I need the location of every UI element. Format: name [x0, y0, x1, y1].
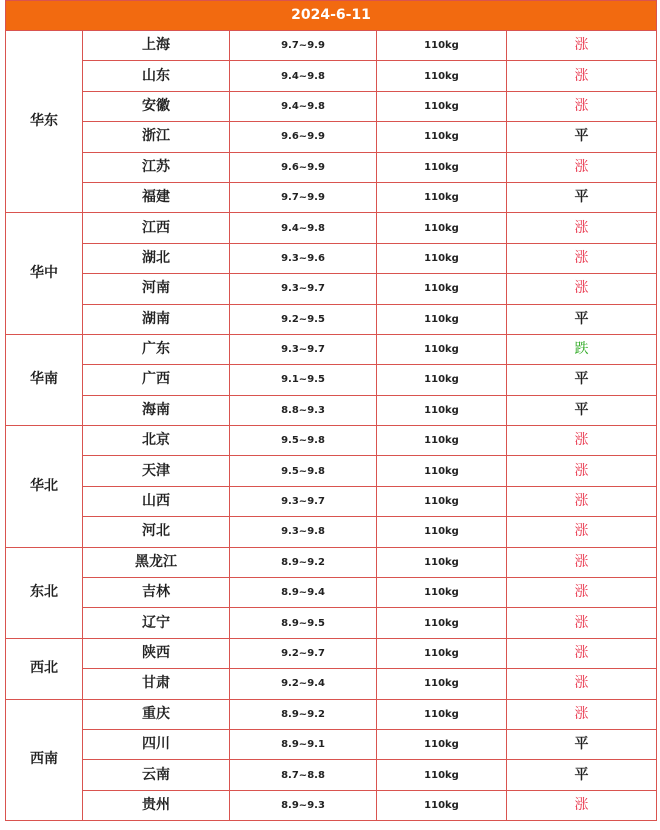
weight-cell: 110kg [377, 426, 507, 456]
price-range-cell: 9.3~9.7 [230, 274, 377, 304]
table-row [6, 517, 657, 547]
province-cell: 云南 [83, 760, 230, 790]
table-row [6, 395, 657, 425]
province-cell: 黑龙江 [83, 547, 230, 577]
province-cell: 福建 [83, 182, 230, 212]
region-cell: 东北 [6, 547, 83, 638]
table-row [6, 578, 657, 608]
province-cell: 辽宁 [83, 608, 230, 638]
province-cell: 安徽 [83, 91, 230, 121]
province-cell: 浙江 [83, 122, 230, 152]
weight-cell: 110kg [377, 243, 507, 273]
weight-cell: 110kg [377, 578, 507, 608]
province-cell: 天津 [83, 456, 230, 486]
trend-cell: 平 [507, 760, 657, 790]
table-body [6, 31, 657, 821]
weight-cell: 110kg [377, 547, 507, 577]
trend-cell: 涨 [507, 608, 657, 638]
weight-cell: 110kg [377, 31, 507, 61]
province-cell: 海南 [83, 395, 230, 425]
price-range-cell: 9.6~9.9 [230, 152, 377, 182]
weight-cell: 110kg [377, 91, 507, 121]
weight-cell: 110kg [377, 729, 507, 759]
weight-cell: 110kg [377, 699, 507, 729]
table-row [6, 182, 657, 212]
province-cell: 吉林 [83, 578, 230, 608]
weight-cell: 110kg [377, 517, 507, 547]
province-cell: 北京 [83, 426, 230, 456]
trend-cell: 涨 [507, 547, 657, 577]
trend-cell: 涨 [507, 669, 657, 699]
weight-cell: 110kg [377, 608, 507, 638]
price-range-cell: 8.9~9.5 [230, 608, 377, 638]
price-range-cell: 8.9~9.2 [230, 547, 377, 577]
table-row [6, 729, 657, 759]
trend-cell: 涨 [507, 91, 657, 121]
province-cell: 江西 [83, 213, 230, 243]
province-cell: 四川 [83, 729, 230, 759]
region-cell: 华东 [6, 31, 83, 213]
table-row [6, 456, 657, 486]
trend-cell: 平 [507, 122, 657, 152]
table-row [6, 699, 657, 729]
price-range-cell: 9.3~9.7 [230, 486, 377, 516]
price-range-cell: 9.3~9.7 [230, 334, 377, 364]
table-row [6, 61, 657, 91]
price-range-cell: 8.9~9.1 [230, 729, 377, 759]
region-cell: 华南 [6, 334, 83, 425]
price-range-cell: 8.8~9.3 [230, 395, 377, 425]
weight-cell: 110kg [377, 365, 507, 395]
table-row [6, 669, 657, 699]
table-row [6, 152, 657, 182]
price-range-cell: 9.4~9.8 [230, 61, 377, 91]
trend-cell: 涨 [507, 61, 657, 91]
province-cell: 甘肃 [83, 669, 230, 699]
table-row [6, 608, 657, 638]
trend-cell: 涨 [507, 243, 657, 273]
trend-cell: 涨 [507, 152, 657, 182]
table-row [6, 213, 657, 243]
price-range-cell: 9.1~9.5 [230, 365, 377, 395]
trend-cell: 涨 [507, 578, 657, 608]
weight-cell: 110kg [377, 122, 507, 152]
weight-cell: 110kg [377, 182, 507, 212]
price-range-cell: 8.9~9.4 [230, 578, 377, 608]
table-row [6, 304, 657, 334]
price-range-cell: 9.5~9.8 [230, 426, 377, 456]
trend-cell: 涨 [507, 790, 657, 820]
weight-cell: 110kg [377, 638, 507, 668]
weight-cell: 110kg [377, 486, 507, 516]
price-range-cell: 9.3~9.8 [230, 517, 377, 547]
date-header: 2024-6-11 [6, 1, 657, 31]
region-cell: 西南 [6, 699, 83, 821]
province-cell: 河南 [83, 274, 230, 304]
table-row [6, 122, 657, 152]
price-range-cell: 9.4~9.8 [230, 91, 377, 121]
header-row [6, 1, 657, 31]
table-row [6, 547, 657, 577]
price-range-cell: 8.9~9.2 [230, 699, 377, 729]
trend-cell: 涨 [507, 638, 657, 668]
province-cell: 山东 [83, 61, 230, 91]
weight-cell: 110kg [377, 152, 507, 182]
weight-cell: 110kg [377, 456, 507, 486]
table-row [6, 638, 657, 668]
table-row [6, 426, 657, 456]
trend-cell: 涨 [507, 213, 657, 243]
province-cell: 重庆 [83, 699, 230, 729]
price-range-cell: 9.6~9.9 [230, 122, 377, 152]
price-range-cell: 9.5~9.8 [230, 456, 377, 486]
price-range-cell: 8.7~8.8 [230, 760, 377, 790]
trend-cell: 涨 [507, 456, 657, 486]
table-row [6, 486, 657, 516]
price-range-cell: 9.3~9.6 [230, 243, 377, 273]
weight-cell: 110kg [377, 61, 507, 91]
weight-cell: 110kg [377, 760, 507, 790]
weight-cell: 110kg [377, 213, 507, 243]
trend-cell: 平 [507, 395, 657, 425]
price-range-cell: 9.2~9.5 [230, 304, 377, 334]
province-cell: 山西 [83, 486, 230, 516]
price-range-cell: 8.9~9.3 [230, 790, 377, 820]
weight-cell: 110kg [377, 334, 507, 364]
price-range-cell: 9.4~9.8 [230, 213, 377, 243]
region-cell: 华北 [6, 426, 83, 548]
province-cell: 陕西 [83, 638, 230, 668]
table-row [6, 790, 657, 820]
trend-cell: 涨 [507, 699, 657, 729]
trend-cell: 涨 [507, 517, 657, 547]
price-table [5, 0, 657, 821]
province-cell: 贵州 [83, 790, 230, 820]
weight-cell: 110kg [377, 304, 507, 334]
weight-cell: 110kg [377, 395, 507, 425]
province-cell: 湖南 [83, 304, 230, 334]
table-row [6, 31, 657, 61]
price-range-cell: 9.2~9.7 [230, 638, 377, 668]
trend-cell: 平 [507, 729, 657, 759]
province-cell: 河北 [83, 517, 230, 547]
table-row [6, 91, 657, 121]
price-range-cell: 9.2~9.4 [230, 669, 377, 699]
province-cell: 广东 [83, 334, 230, 364]
trend-cell: 涨 [507, 486, 657, 516]
weight-cell: 110kg [377, 669, 507, 699]
region-cell: 西北 [6, 638, 83, 699]
table-row [6, 274, 657, 304]
province-cell: 上海 [83, 31, 230, 61]
trend-cell: 涨 [507, 274, 657, 304]
table-row [6, 760, 657, 790]
province-cell: 湖北 [83, 243, 230, 273]
trend-cell: 平 [507, 365, 657, 395]
province-cell: 江苏 [83, 152, 230, 182]
table-row [6, 365, 657, 395]
table-row [6, 334, 657, 364]
weight-cell: 110kg [377, 274, 507, 304]
weight-cell: 110kg [377, 790, 507, 820]
table-row [6, 243, 657, 273]
trend-cell: 平 [507, 182, 657, 212]
province-cell: 广西 [83, 365, 230, 395]
trend-cell: 涨 [507, 31, 657, 61]
price-range-cell: 9.7~9.9 [230, 31, 377, 61]
trend-cell: 涨 [507, 426, 657, 456]
trend-cell: 平 [507, 304, 657, 334]
trend-cell: 跌 [507, 334, 657, 364]
price-range-cell: 9.7~9.9 [230, 182, 377, 212]
region-cell: 华中 [6, 213, 83, 335]
